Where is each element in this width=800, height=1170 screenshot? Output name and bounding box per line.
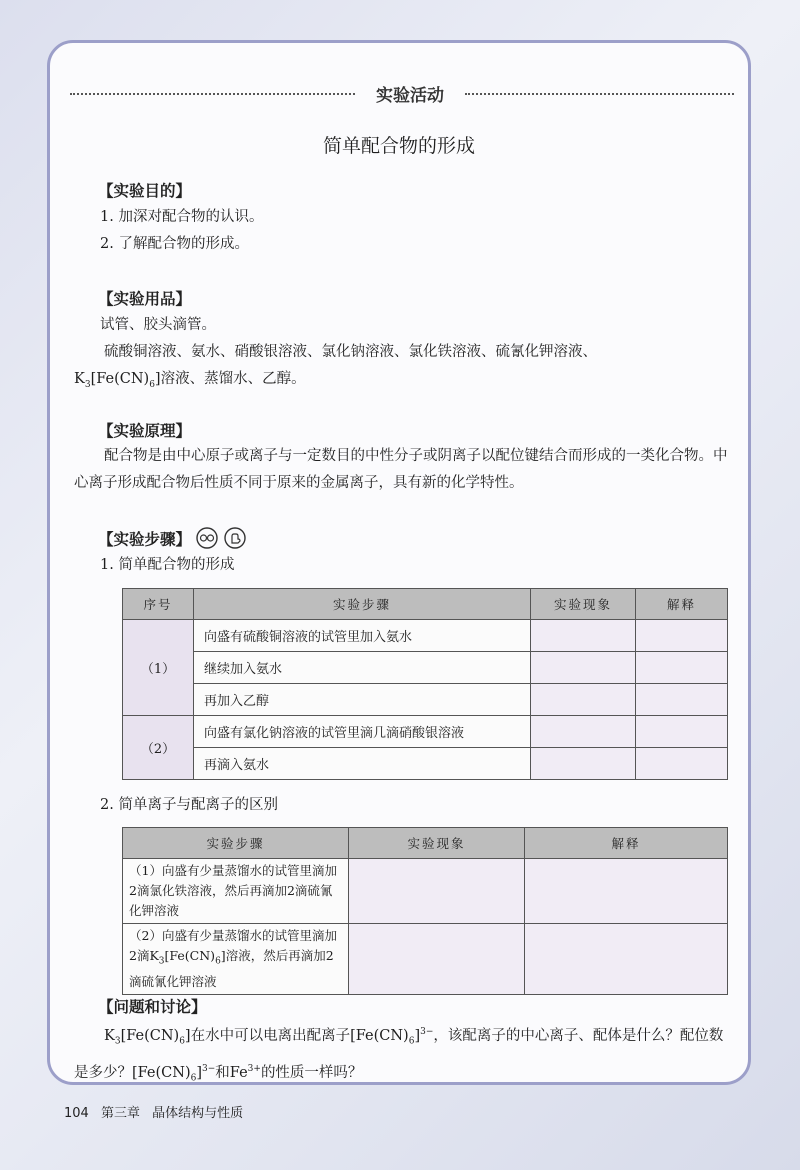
purpose-heading: 【实验目的】 [98, 182, 192, 200]
activity-card [47, 40, 751, 1085]
formula-bracket: ] [196, 1064, 203, 1081]
charge-sup: 3+ [247, 1063, 261, 1074]
col-header: 实验步骤 [123, 828, 349, 859]
charge-sup: 3− [420, 1027, 434, 1037]
col-header: 实验现象 [531, 589, 636, 620]
page-number: 104 [64, 1106, 89, 1121]
chapter-label: 第三章 [100, 1106, 140, 1121]
page-footer [64, 1102, 251, 1121]
phenomenon-cell[interactable] [531, 620, 636, 652]
step-text: （2）向盛有少量蒸馏水的试管里滴加2滴 [129, 928, 337, 963]
discussion-heading: 【问题和讨论】 [98, 998, 207, 1016]
step-cell: 向盛有硫酸铜溶液的试管里加入氨水 [194, 620, 531, 652]
chapter-title: 晶体结构与性质 [152, 1106, 244, 1121]
discussion-text [74, 1019, 734, 1085]
formula-bracket: ] [220, 948, 226, 963]
phenomenon-cell[interactable] [349, 859, 525, 924]
goggles-icon [196, 527, 218, 553]
discussion-part: ，该配离子的中心离子、配体是什么？配位数是多少？ [74, 1027, 724, 1081]
formula-fecn: [Fe(CN) [90, 371, 150, 387]
charge-sup: 3− [202, 1063, 216, 1074]
discussion-part: 在水中可以电离出配离子 [190, 1027, 351, 1044]
step-cell: 继续加入氨水 [194, 652, 531, 684]
discussion-part: 的性质一样吗？ [260, 1064, 363, 1081]
formula-k: K [74, 371, 85, 387]
explanation-cell[interactable] [636, 748, 728, 780]
formula-fecn: [Fe(CN) [120, 1027, 180, 1044]
table-row [123, 620, 728, 652]
col-header: 解释 [636, 589, 728, 620]
col-header: 解释 [525, 828, 728, 859]
formula-sub: 6 [215, 956, 221, 967]
formula-sub: 6 [190, 1073, 197, 1084]
phenomenon-cell[interactable] [349, 924, 525, 995]
formula-k: K [149, 948, 159, 963]
formula-sub: 3 [84, 379, 91, 390]
phenomenon-cell[interactable] [531, 748, 636, 780]
step-text: 溶液，然后再滴加2滴硫氰化钾溶液 [129, 948, 334, 989]
explanation-cell[interactable] [636, 716, 728, 748]
discussion-part: 和 [215, 1064, 230, 1081]
seq-cell: （1） [123, 620, 194, 716]
col-header: 序号 [123, 589, 194, 620]
formula-fe: Fe [229, 1064, 248, 1081]
hand-wash-icon [224, 527, 246, 553]
step-cell [123, 924, 349, 995]
col-header: 实验现象 [349, 828, 525, 859]
dotted-rule-left [70, 93, 355, 95]
col-header: 实验步骤 [194, 589, 531, 620]
materials-line-3 [74, 366, 734, 399]
purpose-item-2: 2. 了解配合物的形成。 [100, 236, 249, 252]
materials-line-2: 硫酸铜溶液、氨水、硝酸银溶液、氯化钠溶液、氯化铁溶液、硫氰化钾溶液、 [104, 344, 597, 360]
page-title: 简单配合物的形成 [322, 135, 475, 157]
table-header-row [123, 589, 728, 620]
seq-cell: （2） [123, 716, 194, 780]
steps-sub-2: 2. 简单离子与配离子的区别 [100, 797, 278, 813]
materials-heading: 【实验用品】 [98, 290, 192, 308]
table-header-row [123, 828, 728, 859]
table-row [123, 924, 728, 995]
explanation-cell[interactable] [636, 684, 728, 716]
materials-list [74, 339, 734, 399]
table-row [123, 684, 728, 716]
explanation-cell[interactable] [636, 620, 728, 652]
formula-sub: 6 [179, 1036, 185, 1047]
distinction-table [122, 827, 728, 995]
step-cell: （1）向盛有少量蒸馏水的试管里滴加2滴氯化铁溶液，然后再滴加2滴硫氰化钾溶液 [123, 859, 349, 924]
table-row [123, 716, 728, 748]
phenomenon-cell[interactable] [531, 684, 636, 716]
steps-heading-text: 【实验步骤】 [98, 530, 192, 549]
principle-heading: 【实验原理】 [98, 422, 192, 440]
formula-bracket: ] [184, 1027, 191, 1044]
phenomenon-cell[interactable] [531, 652, 636, 684]
banner-title: 实验活动 [376, 86, 444, 106]
table-row [123, 652, 728, 684]
phenomenon-cell[interactable] [531, 716, 636, 748]
steps-heading [98, 527, 246, 553]
formula-sub: 6 [149, 379, 155, 390]
formula-sub: 6 [408, 1036, 415, 1047]
formula-sub: 3 [114, 1036, 121, 1047]
formula-k: K [104, 1027, 115, 1044]
explanation-cell[interactable] [636, 652, 728, 684]
dotted-rule-right [465, 93, 734, 95]
materials-line-3-rest: 溶液、蒸馏水、乙醇。 [160, 371, 306, 387]
steps-sub-1: 1. 简单配合物的形成 [100, 557, 235, 573]
table-row [123, 748, 728, 780]
formula-fecn: [Fe(CN) [164, 948, 216, 963]
step-cell: 再滴入氨水 [194, 748, 531, 780]
step-cell: 向盛有氯化钠溶液的试管里滴几滴硝酸银溶液 [194, 716, 531, 748]
explanation-cell[interactable] [525, 859, 728, 924]
formula-fecn: [Fe(CN) [350, 1027, 409, 1044]
formula-sub: 3 [158, 956, 165, 967]
step-cell: 再加入乙醇 [194, 684, 531, 716]
table-row [123, 859, 728, 924]
formula-fecn: [Fe(CN) [132, 1064, 191, 1081]
formation-table [122, 588, 728, 780]
section-banner [70, 81, 734, 105]
purpose-item-1: 1. 加深对配合物的认识。 [100, 209, 264, 225]
principle-text: 配合物是由中心原子或离子与一定数目的中性分子或阴离子以配位键结合而形成的一类化合物。中心离子形成配合物后性质不同于原来的金属离子，具有新的化学特性。 [74, 448, 728, 491]
explanation-cell[interactable] [525, 924, 728, 995]
materials-line-1: 试管、胶头滴管。 [100, 317, 216, 333]
formula-bracket: ] [154, 371, 161, 387]
formula-bracket: ] [414, 1027, 421, 1044]
